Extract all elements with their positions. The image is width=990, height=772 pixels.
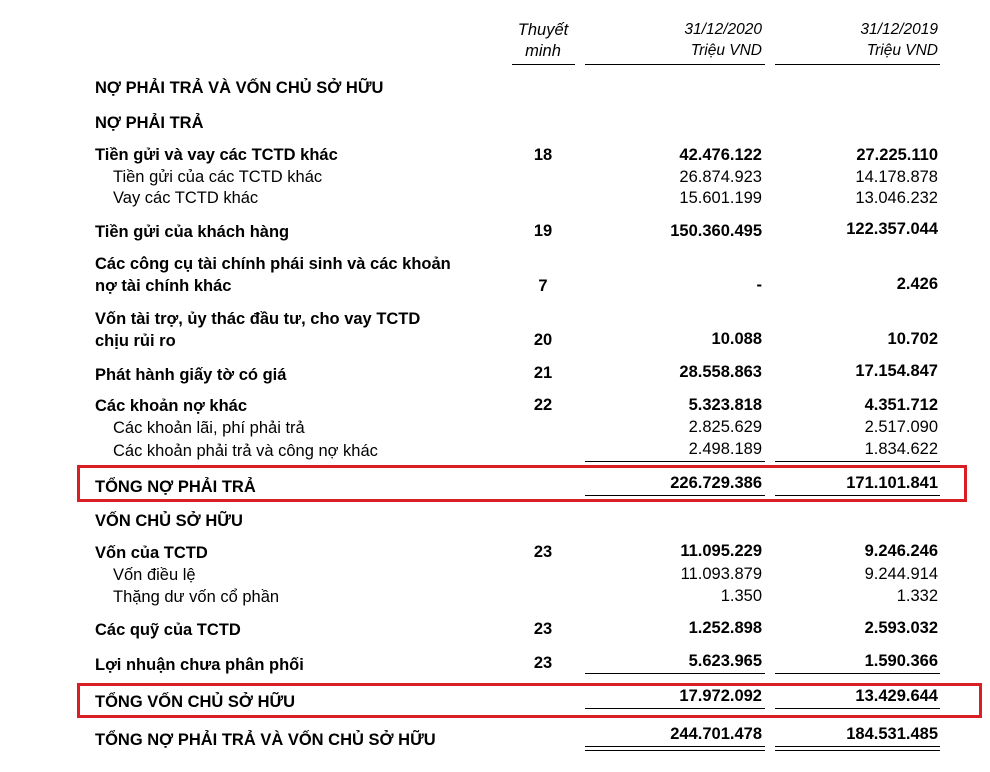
grand-total-double-rule-2020: [585, 746, 765, 751]
row-value-2020: 1.252.898: [688, 619, 762, 637]
row-value-2019: 1.834.622: [864, 440, 938, 458]
row-value-2019: 1.590.366: [864, 652, 938, 670]
row-note: 21: [533, 364, 553, 382]
row-note: 18: [533, 146, 553, 164]
row-label: Các khoản nợ khác: [95, 397, 248, 415]
total-rule-2019: [775, 708, 940, 709]
total-rule-2020: [585, 708, 765, 709]
row-label-line1: Vốn tài trợ, ủy thác đầu tư, cho vay TCTD: [95, 310, 421, 328]
subtotal-rule-2020: [585, 461, 765, 462]
row-value-2020: 2.498.189: [688, 440, 762, 458]
row-label: TỔNG NỢ PHẢI TRẢ VÀ VỐN CHỦ SỞ HỮU: [95, 731, 436, 749]
row-value-2019: 14.178.878: [855, 168, 938, 186]
col-2020-unit: Triệu VND: [690, 42, 762, 59]
row-value-2019: 1.332: [896, 587, 938, 605]
row-value-2020: 26.874.923: [679, 168, 762, 186]
row-label: Lợi nhuận chưa phân phối: [95, 656, 304, 674]
row-value-2019: 2.517.090: [864, 418, 938, 436]
row-label: Các khoản phải trả và công nợ khác: [113, 442, 378, 460]
row-note: 23: [533, 543, 553, 561]
row-value-2020: 15.601.199: [679, 189, 762, 207]
row-label: Thặng dư vốn cổ phần: [113, 588, 280, 606]
row-note: 22: [533, 396, 553, 414]
row-label: Các quỹ của TCTD: [95, 621, 241, 639]
row-value-2020: 5.323.818: [688, 396, 762, 414]
note-header-line2: minh: [525, 42, 561, 60]
row-label: Tiền gửi của khách hàng: [95, 223, 290, 241]
row-value-2020: 17.972.092: [679, 687, 762, 705]
row-label: Vay các TCTD khác: [113, 189, 259, 207]
row-value-2020: -: [756, 276, 762, 294]
row-value-2020: 1.350: [720, 587, 762, 605]
subtotal-rule-2019: [775, 673, 940, 674]
total-rule-2019: [775, 495, 940, 496]
row-value-2020: 42.476.122: [679, 146, 762, 164]
row-value-2019: 13.046.232: [855, 189, 938, 207]
row-label: Tiền gửi của các TCTD khác: [113, 168, 323, 186]
row-value-2020: 244.701.478: [670, 725, 762, 743]
header-underline-2020: [585, 64, 765, 65]
row-value-2019: 184.531.485: [846, 725, 938, 743]
row-note: 7: [538, 277, 548, 295]
note-header-line1: Thuyết: [517, 21, 569, 39]
row-value-2019: 10.702: [887, 330, 938, 348]
row-note: 19: [533, 222, 553, 240]
row-label: Vốn điều lệ: [113, 566, 196, 584]
row-value-2019: 2.593.032: [864, 619, 938, 637]
total-rule-2020: [585, 495, 765, 496]
row-value-2020: 11.095.229: [680, 542, 762, 560]
row-note: 23: [533, 620, 553, 638]
subtotal-rule-2020: [585, 673, 765, 674]
row-value-2020: 226.729.386: [670, 474, 762, 492]
row-value-2020: 2.825.629: [688, 418, 762, 436]
row-label-line1: Các công cụ tài chính phái sinh và các khoản: [95, 255, 451, 273]
row-label: TỔNG VỐN CHỦ SỞ HỮU: [95, 693, 296, 711]
row-value-2020: 5.623.965: [688, 652, 762, 670]
section-liab-equity: NỢ PHẢI TRẢ VÀ VỐN CHỦ SỞ HỮU: [95, 79, 384, 97]
header-underline-2019: [775, 64, 940, 65]
subtotal-rule-2019: [775, 461, 940, 462]
row-value-2019: 122.357.044: [846, 220, 938, 238]
row-value-2019: 2.426: [896, 275, 938, 293]
row-note: 23: [533, 654, 553, 672]
row-note: 20: [533, 331, 553, 349]
row-value-2019: 171.101.841: [846, 474, 938, 492]
row-value-2020: 150.360.495: [670, 222, 762, 240]
row-value-2019: 9.244.914: [864, 565, 938, 583]
row-value-2020: 11.093.879: [680, 565, 762, 583]
row-value-2019: 9.246.246: [864, 542, 938, 560]
row-label-line2: chịu rủi ro: [95, 332, 176, 350]
row-label: TỔNG NỢ PHẢI TRẢ: [95, 478, 256, 496]
row-label: Tiền gửi và vay các TCTD khác: [95, 146, 338, 164]
header-underline-note: [512, 64, 575, 65]
row-label: Các khoản lãi, phí phải trả: [113, 419, 305, 437]
row-value-2020: 10.088: [711, 330, 762, 348]
section-liabilities: NỢ PHẢI TRẢ: [95, 114, 204, 132]
grand-total-double-rule-2019: [775, 746, 940, 751]
row-label: Phát hành giấy tờ có giá: [95, 366, 287, 384]
row-value-2019: 27.225.110: [856, 146, 938, 164]
row-label: Vốn của TCTD: [95, 544, 208, 562]
row-label-line2: nợ tài chính khác: [95, 277, 232, 295]
row-value-2019: 4.351.712: [864, 396, 938, 414]
row-value-2019: 13.429.644: [855, 687, 938, 705]
section-equity: VỐN CHỦ SỞ HỮU: [95, 512, 243, 530]
col-2020-date: 31/12/2020: [684, 21, 762, 38]
col-2019-date: 31/12/2019: [860, 21, 938, 38]
row-value-2019: 17.154.847: [855, 362, 938, 380]
row-value-2020: 28.558.863: [679, 363, 762, 381]
col-2019-unit: Triệu VND: [866, 42, 938, 59]
